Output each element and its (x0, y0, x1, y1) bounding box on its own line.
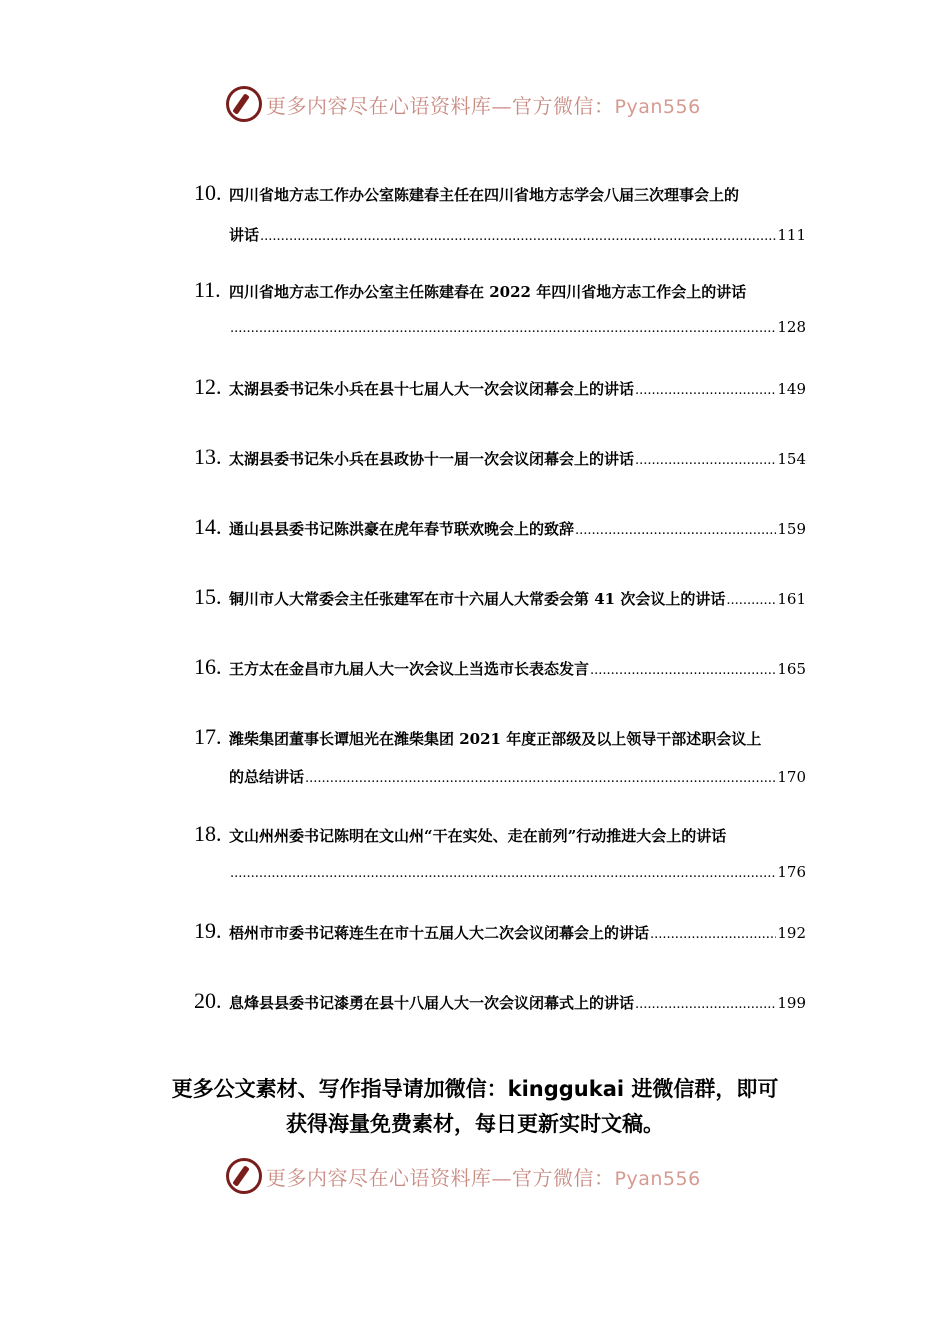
toc-entry-17[interactable] (194, 712, 806, 792)
toc-title-line2 (229, 318, 806, 336)
leader-dots (590, 663, 776, 678)
promo-line-2: 获得海量免费素材，每日更新实时文稿。 (286, 1112, 664, 1136)
toc-title-line: 太湖县委书记朱小兵在县政协十一届一次会议闭幕会上的讲话 ..... 154 (229, 448, 806, 469)
toc-page-number: 154 (777, 450, 806, 468)
leader-dots (635, 453, 776, 468)
toc-title-line1: 四川省地方志工作办公室主任陈建春在 2022 年四川省地方志工作会上的讲话 (229, 283, 747, 301)
leader-dots (305, 771, 776, 786)
toc-page-number: 170 (777, 768, 806, 786)
leader-dots (260, 229, 776, 244)
toc-title-line: 通山县县委书记陈洪豪在虎年春节联欢晚会上的致辞 ..... 159 (229, 518, 806, 539)
toc-title-line2: 的总结讲话 ..... 170 (229, 766, 806, 787)
toc-entry-12[interactable] (194, 362, 806, 402)
toc-number: 18. (194, 821, 222, 846)
footer-watermark-banner (226, 1156, 726, 1196)
footer-banner-text: 更多内容尽在心语资料库—官方微信：Pyan556 (266, 1165, 701, 1190)
toc-entry-18[interactable] (194, 809, 806, 889)
leader-dots (650, 927, 776, 942)
toc-entry-10[interactable] (194, 168, 806, 248)
toc-entry-11[interactable] (194, 265, 806, 345)
toc-page-number: 128 (777, 318, 806, 336)
toc-number: 20. (194, 988, 222, 1013)
toc-number: 12. (194, 374, 222, 399)
toc-page-number: 159 (777, 520, 806, 538)
leader-dots (575, 523, 776, 538)
leader-dots (726, 593, 776, 608)
toc-title-line: 息烽县县委书记漆勇在县十八届人大一次会议闭幕式上的讲话 ..... 199 (229, 992, 806, 1013)
toc-number: 16. (194, 654, 222, 679)
leader-dots (635, 383, 776, 398)
toc-page-number: 192 (777, 924, 806, 942)
toc-title-line2 (229, 863, 806, 881)
toc-number: 10. (194, 180, 222, 205)
toc-page-number: 165 (777, 660, 806, 678)
toc-title-line: 梧州市市委书记蒋连生在市十五届人大二次会议闭幕会上的讲话 ..... 192 (229, 922, 806, 943)
toc-page-number: 161 (777, 590, 806, 608)
toc-page-number: 176 (777, 863, 806, 881)
toc-number: 15. (194, 584, 222, 609)
toc-entry-14[interactable] (194, 502, 806, 542)
toc-page-number: 199 (777, 994, 806, 1012)
leader-dots (230, 866, 776, 881)
leader-dots (635, 997, 776, 1012)
quill-logo-icon (226, 1158, 262, 1194)
toc-title-line: 太湖县委书记朱小兵在县十七届人大一次会议闭幕会上的讲话 ..... 149 (229, 378, 806, 399)
toc-title-line2: 讲话 ..... 111 (229, 224, 806, 245)
toc-entry-16[interactable] (194, 642, 806, 682)
toc-number: 13. (194, 444, 222, 469)
toc-title-line1: 潍柴集团董事长谭旭光在潍柴集团 2021 年度正部级及以上领导干部述职会议上 (229, 730, 762, 748)
promo-line-1: 更多公文素材、写作指导请加微信：kinggukai 进微信群，即可 (171, 1077, 779, 1101)
toc-number: 17. (194, 724, 222, 749)
toc-title-line: 铜川市人大常委会主任张建军在市十六届人大常委会第 41 次会议上的讲话 ..... 161 (229, 588, 806, 609)
quill-logo-icon (226, 86, 262, 122)
toc-entry-20[interactable] (194, 976, 806, 1016)
footer-banner-wechat-id: Pyan556 (614, 1167, 701, 1190)
header-watermark-banner (226, 84, 726, 124)
toc-page-number: 111 (777, 226, 806, 244)
toc-title-line1: 四川省地方志工作办公室陈建春主任在四川省地方志学会八届三次理事会上的 (229, 186, 740, 204)
toc-entry-13[interactable] (194, 432, 806, 472)
toc-title-line1: 文山州州委书记陈明在文山州“干在实处、走在前列”行动推进大会上的讲话 (229, 827, 727, 845)
toc-entry-15[interactable] (194, 572, 806, 612)
toc-number: 19. (194, 918, 222, 943)
header-banner-wechat-id: Pyan556 (614, 95, 701, 118)
leader-dots (230, 321, 776, 336)
toc-title-line: 王方太在金昌市九届人大一次会议上当选市长表态发言 ..... 165 (229, 658, 806, 679)
toc-page-number: 149 (777, 380, 806, 398)
header-banner-text: 更多内容尽在心语资料库—官方微信：Pyan556 (266, 93, 701, 118)
toc-entry-19[interactable] (194, 906, 806, 946)
toc-number: 14. (194, 514, 222, 539)
toc-number: 11. (194, 277, 221, 302)
